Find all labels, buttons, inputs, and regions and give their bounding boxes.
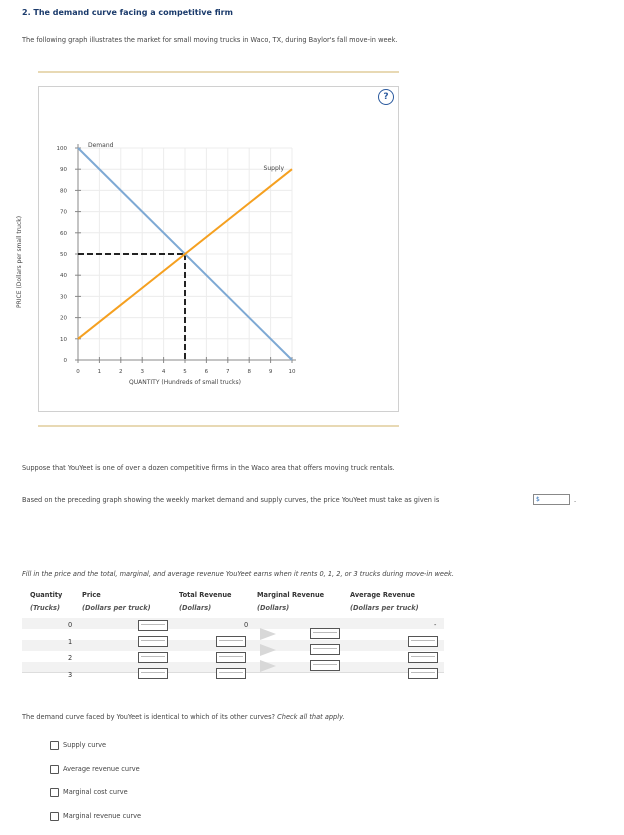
y-tick-label: 100 [56,146,67,152]
checkbox-marginal-cost-curve[interactable] [50,788,59,797]
y-tick-label: 70 [60,209,67,216]
demand-label: Demand [88,142,114,149]
col-header-total-revenue: Total Revenue [179,591,232,599]
bottom-divider [38,425,399,427]
col-unit-total-revenue: (Dollars) [179,604,212,612]
help-icon[interactable]: ? [378,89,394,105]
x-tick-label: 8 [247,369,251,375]
y-tick-label: 20 [60,315,67,322]
col-unit-average-revenue: (Dollars per truck) [350,604,419,612]
y-tick-label: 90 [60,167,67,174]
checkbox-average-revenue-curve[interactable] [50,765,59,774]
x-tick-label: 5 [183,369,187,375]
average-revenue-input-row2[interactable] [408,652,438,663]
x-tick-label: 6 [204,369,209,375]
col-header-average-revenue: Average Revenue [350,591,416,599]
intro-text: The following graph illustrates the market for small moving trucks in Waco, TX, during Baylor's fall move-in week. [22,36,398,44]
curve-question-hint: Check all that apply. [277,713,345,721]
arrow-right-icon [260,644,276,656]
quantity-cell: 1 [68,638,73,646]
y-tick-label: 0 [63,358,67,364]
option-label-supply-curve[interactable]: Supply curve [63,741,107,749]
average-revenue-input-row3[interactable] [408,668,438,679]
option-label-average-revenue-curve[interactable]: Average revenue curve [63,765,140,773]
table-row-band [22,618,444,629]
firm-statement: Suppose that YouYeet is one of over a dozen competitive firms in the Waco area that offers moving truck rentals. [22,464,395,472]
price-input[interactable]: $ [533,494,570,505]
checkbox-supply-curve[interactable] [50,741,59,750]
y-axis-label: PRICE (Dollars per small truck) [16,215,23,308]
quantity-cell: 2 [68,654,73,662]
y-tick-label: 80 [60,188,67,195]
x-axis-label: QUANTITY (Hundreds of small trucks) [129,379,241,386]
price-input-row3[interactable] [138,668,168,679]
quantity-cell: 0 [68,621,73,629]
table-instructions: Fill in the price and the total, marginal, and average revenue YouYeet earns when it rents 0, 1, 2, or 3 trucks during move-in week. [22,570,454,578]
supply-label: Supply [263,165,284,173]
curve-question [22,713,345,721]
marginal-revenue-input-3[interactable] [310,660,340,671]
col-unit-price: (Dollars per truck) [82,604,151,612]
marginal-revenue-input-1[interactable] [310,628,340,639]
marginal-revenue-input-2[interactable] [310,644,340,655]
quantity-cell: 3 [68,671,73,679]
x-tick-label: 3 [140,369,144,375]
average-revenue-input-row1[interactable] [408,636,438,647]
curve-question-text: The demand curve faced by YouYeet is identical to which of its other curves? [22,713,276,721]
x-tick-label: 7 [226,369,230,375]
x-tick-label: 0 [76,369,80,375]
y-tick-label: 60 [60,230,67,237]
revenue-table [22,588,444,684]
price-input-row0[interactable] [138,620,168,631]
col-header-quantity: Quantity [30,591,63,599]
total-revenue-row0: 0 [244,621,249,629]
x-tick-label: 9 [268,369,273,375]
y-tick-label: 30 [60,294,67,301]
x-tick-label: 4 [161,369,166,375]
col-unit-marginal-revenue: (Dollars) [257,604,290,612]
x-tick-label: 2 [119,369,123,375]
total-revenue-input-row2[interactable] [216,652,246,663]
col-header-marginal-revenue: Marginal Revenue [257,591,325,599]
price-period: . [574,496,577,504]
arrow-right-icon [260,628,276,640]
y-tick-label: 50 [60,252,67,258]
col-header-price: Price [82,591,101,599]
total-revenue-input-row3[interactable] [216,668,246,679]
price-input-row2[interactable] [138,652,168,663]
x-tick-label: 1 [97,369,102,375]
checkbox-marginal-revenue-curve[interactable] [50,812,59,821]
y-tick-label: 40 [60,273,67,280]
average-revenue-row0: - [434,621,437,629]
price-input-row1[interactable] [138,636,168,647]
option-label-marginal-revenue-curve[interactable]: Marginal revenue curve [63,812,142,820]
total-revenue-input-row1[interactable] [216,636,246,647]
y-tick-label: 10 [60,336,67,343]
price-prompt: Based on the preceding graph showing the weekly market demand and supply curves, the price YouYeet must take as given is [22,496,440,504]
x-tick-label: 10 [288,369,296,375]
question-title: 2. The demand curve facing a competitive firm [22,8,233,17]
arrow-right-icon [260,660,276,672]
col-unit-quantity: (Trucks) [30,604,60,612]
option-label-marginal-cost-curve[interactable]: Marginal cost curve [63,788,128,796]
